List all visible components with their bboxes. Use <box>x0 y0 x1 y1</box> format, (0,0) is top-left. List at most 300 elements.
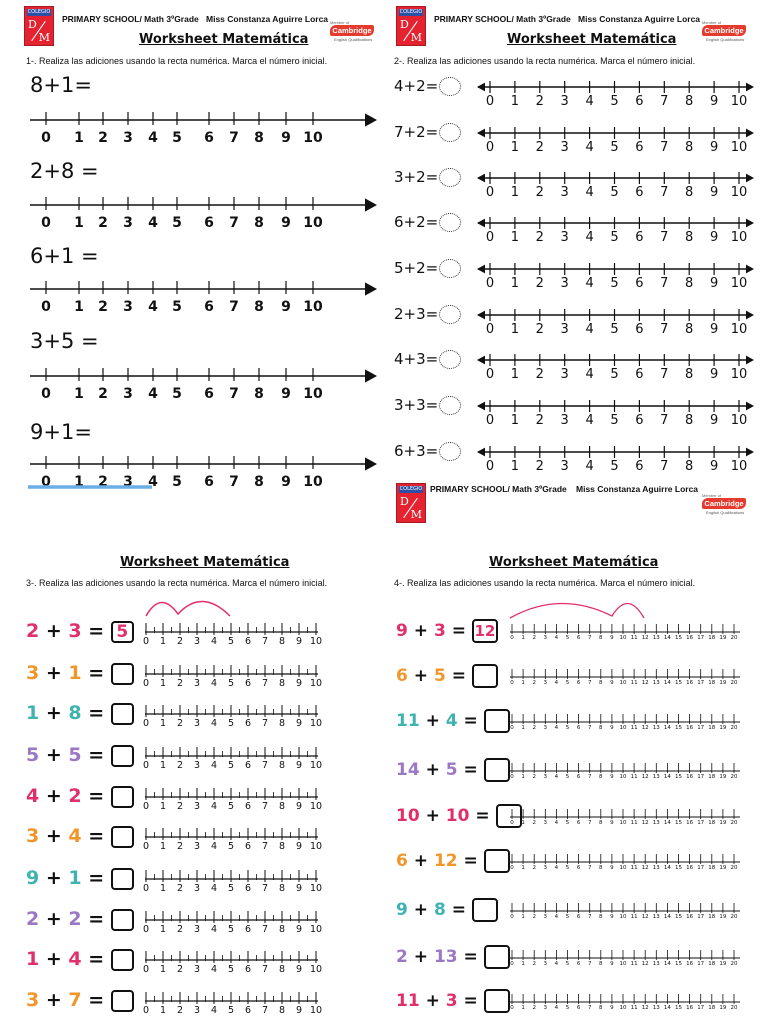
tick-label: 1 <box>74 474 84 490</box>
tick-label: 7 <box>587 914 592 920</box>
tick-label: 4 <box>148 215 158 231</box>
tick-label: 6 <box>635 459 644 474</box>
tick-label: 5 <box>610 413 619 428</box>
tick-label: 5 <box>172 386 182 402</box>
tick-label: 9 <box>610 1005 614 1011</box>
equals-sign: = <box>81 620 111 642</box>
plus-sign: + <box>407 621 434 641</box>
tick-label: 2 <box>535 322 544 337</box>
tick-label: 4 <box>554 1005 559 1011</box>
tick-label: 8 <box>278 1005 286 1016</box>
tick-label: 7 <box>587 820 592 826</box>
tick-label: 8 <box>599 961 603 967</box>
tick-label: 0 <box>510 680 514 686</box>
equals-sign: = <box>81 785 111 807</box>
tick-label: 12 <box>641 774 649 780</box>
answer-box[interactable]: 12 <box>472 619 498 643</box>
arrow-right-icon <box>365 113 377 126</box>
tick-label: 9 <box>295 1005 303 1016</box>
tick-label: 1 <box>74 215 84 231</box>
tick-label: 0 <box>485 140 495 155</box>
tick-label: 15 <box>675 1005 682 1011</box>
tick-label: 4 <box>554 725 559 731</box>
addend-b: 8 <box>68 702 82 724</box>
tick-label: 2 <box>98 130 108 146</box>
tick-label: 10 <box>730 413 748 428</box>
equals-sign: = <box>445 900 472 920</box>
tick-label: 3 <box>560 140 569 155</box>
tick-label: 10 <box>730 185 748 200</box>
tick-label: 13 <box>652 774 660 780</box>
tick-label: 2 <box>98 299 108 315</box>
tick-label: 6 <box>576 635 581 641</box>
equals-sign: = <box>445 666 472 686</box>
tick-label: 9 <box>610 774 614 780</box>
tick-label: 5 <box>565 725 570 731</box>
tick-label: 9 <box>281 215 291 231</box>
tick-label: 6 <box>244 801 252 812</box>
tick-label: 3 <box>560 276 569 291</box>
plus-sign: + <box>39 744 69 766</box>
addend-a: 1 <box>26 948 40 970</box>
tick-label: 10 <box>309 801 323 812</box>
plus-sign: + <box>39 702 69 724</box>
arrow-left-icon <box>477 402 485 411</box>
tick-label: 6 <box>576 725 581 731</box>
tick-label: 6 <box>635 230 644 245</box>
tick-label: 3 <box>193 636 201 647</box>
tick-label: 4 <box>585 276 594 291</box>
tick-label: 3 <box>543 635 548 641</box>
tick-label: 20 <box>730 914 738 920</box>
tick-label: 10 <box>309 760 323 771</box>
tick-label: 10 <box>730 276 748 291</box>
tick-label: 0 <box>142 636 150 647</box>
tick-label: 1 <box>74 386 84 402</box>
tick-label: 11 <box>630 1005 638 1011</box>
tick-label: 2 <box>176 718 184 729</box>
tick-label: 11 <box>630 680 638 686</box>
tick-label: 10 <box>309 1005 323 1016</box>
tick-label: 3 <box>560 367 569 382</box>
tick-label: 19 <box>719 914 727 920</box>
tick-label: 4 <box>554 820 559 826</box>
tick-label: 15 <box>675 820 682 826</box>
tick-label: 10 <box>303 299 323 315</box>
worksheet-title: Worksheet Matemática <box>507 32 677 47</box>
tick-label: 3 <box>193 1005 201 1016</box>
tick-label: 20 <box>730 725 738 731</box>
tick-label: 8 <box>685 276 694 291</box>
addend-a: 2 <box>26 620 40 642</box>
tick-label: 13 <box>652 914 660 920</box>
tick-label: 8 <box>599 1005 603 1011</box>
tick-label: 7 <box>261 841 269 852</box>
tick-label: 7 <box>660 140 669 155</box>
arrow-left-icon <box>477 129 485 138</box>
tick-label: 4 <box>210 1005 218 1016</box>
tick-label: 2 <box>176 841 184 852</box>
tick-label: 15 <box>675 865 682 871</box>
tick-label: 14 <box>663 820 671 826</box>
tick-label: 7 <box>660 413 669 428</box>
tick-label: 10 <box>309 883 323 894</box>
tick-label: 6 <box>635 413 644 428</box>
tick-label: 2 <box>176 801 184 812</box>
tick-label: 2 <box>535 413 544 428</box>
tick-label: 5 <box>565 914 570 920</box>
tick-label: 7 <box>261 678 269 689</box>
tick-label: 3 <box>123 386 133 402</box>
tick-label: 10 <box>619 961 627 967</box>
tick-label: 6 <box>576 680 581 686</box>
tick-label: 8 <box>278 678 286 689</box>
tick-label: 3 <box>193 678 201 689</box>
tick-label: 2 <box>176 1005 184 1016</box>
tick-label: 9 <box>295 718 303 729</box>
tick-label: 1 <box>510 140 520 155</box>
addend-a: 6 <box>396 666 408 686</box>
tick-label: 0 <box>142 964 150 975</box>
tick-label: 8 <box>278 636 286 647</box>
equals-sign: = <box>81 989 111 1011</box>
tick-label: 2 <box>98 215 108 231</box>
tick-label: 0 <box>485 322 495 337</box>
tick-label: 11 <box>630 774 638 780</box>
tick-label: 10 <box>730 94 748 109</box>
equals-sign: = <box>457 851 484 871</box>
tick-label: 15 <box>675 635 682 641</box>
tick-label: 9 <box>281 130 291 146</box>
arrow-right-icon <box>746 83 754 92</box>
tick-label: 0 <box>485 185 495 200</box>
tick-label: 2 <box>176 678 184 689</box>
tick-label: 2 <box>98 474 108 490</box>
tick-label: 8 <box>278 760 286 771</box>
tick-label: 7 <box>660 276 669 291</box>
tick-label: 5 <box>565 680 570 686</box>
tick-label: 1 <box>521 914 525 920</box>
equals-sign: = <box>457 991 484 1011</box>
tick-label: 20 <box>730 865 738 871</box>
tick-label: 17 <box>697 961 705 967</box>
tick-label: 2 <box>176 924 184 935</box>
tick-label: 5 <box>610 322 619 337</box>
tick-label: 7 <box>261 964 269 975</box>
addend-b: 10 <box>445 806 470 826</box>
tick-label: 2 <box>532 774 536 780</box>
tick-label: 2 <box>176 883 184 894</box>
tick-label: 6 <box>576 914 581 920</box>
tick-label: 1 <box>159 636 167 647</box>
arrow-left-icon <box>477 311 485 320</box>
tick-label: 4 <box>210 964 218 975</box>
tick-label: 18 <box>708 820 716 826</box>
tick-label: 1 <box>159 883 167 894</box>
tick-label: 15 <box>675 961 682 967</box>
tick-label: 7 <box>261 760 269 771</box>
tick-label: 8 <box>685 230 694 245</box>
tick-label: 10 <box>303 215 323 231</box>
equals-sign: = <box>457 947 484 967</box>
tick-label: 5 <box>227 760 235 771</box>
tick-label: 1 <box>159 841 167 852</box>
arrow-right-icon <box>365 369 377 382</box>
addend-a: 2 <box>26 908 40 930</box>
jump-arc <box>146 601 230 616</box>
school-name: PRIMARY SCHOOL/ Math 3ºGrade <box>430 484 567 494</box>
tick-label: 19 <box>719 725 727 731</box>
tick-label: 3 <box>193 718 201 729</box>
tick-label: 9 <box>610 725 614 731</box>
arrow-left-icon <box>477 448 485 457</box>
tick-label: 0 <box>510 914 514 920</box>
addend-a: 3 <box>26 662 40 684</box>
tick-label: 0 <box>41 474 51 490</box>
equation-text: 3+3= <box>394 396 439 414</box>
addend-a: 9 <box>396 621 408 641</box>
tick-label: 4 <box>585 94 594 109</box>
tick-label: 8 <box>685 459 694 474</box>
instruction-3: 3-. Realiza las adiciones usando la recta numérica. Marca el número inicial. <box>26 578 328 588</box>
tick-label: 17 <box>697 725 705 731</box>
answer-box[interactable]: 5 <box>111 621 134 643</box>
tick-label: 0 <box>485 94 495 109</box>
equation-4: 3+5 = <box>30 329 99 353</box>
addend-a: 11 <box>396 991 420 1011</box>
arrow-right-icon <box>746 311 754 320</box>
tick-label: 3 <box>543 865 548 871</box>
tick-label: 5 <box>565 1005 570 1011</box>
tick-label: 1 <box>510 230 520 245</box>
addend-a: 9 <box>396 900 408 920</box>
tick-label: 0 <box>510 635 514 641</box>
addend-b: 4 <box>68 825 82 847</box>
tick-label: 6 <box>244 636 252 647</box>
addend-a: 2 <box>396 947 408 967</box>
tick-label: 0 <box>142 801 150 812</box>
tick-label: 8 <box>254 386 264 402</box>
tick-label: 4 <box>210 883 218 894</box>
tick-label: 11 <box>630 914 638 920</box>
plus-sign: + <box>407 851 434 871</box>
tick-label: 1 <box>159 801 167 812</box>
tick-label: 1 <box>510 367 520 382</box>
tick-label: 0 <box>41 215 51 231</box>
addend-b: 3 <box>68 620 82 642</box>
tick-label: 6 <box>635 276 644 291</box>
tick-label: 10 <box>730 140 748 155</box>
tick-label: 8 <box>278 964 286 975</box>
tick-label: 2 <box>535 276 544 291</box>
tick-label: 7 <box>261 801 269 812</box>
addend-b: 5 <box>433 666 446 686</box>
tick-label: 3 <box>543 820 548 826</box>
tick-label: 2 <box>176 636 184 647</box>
tick-label: 3 <box>543 961 548 967</box>
tick-label: 14 <box>663 865 671 871</box>
tick-label: 8 <box>685 140 694 155</box>
tick-label: 4 <box>585 185 594 200</box>
tick-label: 6 <box>576 865 581 871</box>
tick-label: 7 <box>660 322 669 337</box>
tick-label: 0 <box>510 865 514 871</box>
tick-label: 13 <box>652 680 660 686</box>
tick-label: 12 <box>641 1005 649 1011</box>
tick-label: 3 <box>123 130 133 146</box>
tick-label: 18 <box>708 961 716 967</box>
plus-sign: + <box>39 825 69 847</box>
school-logo-icon: COLEGIO D M <box>396 6 426 46</box>
tick-label: 18 <box>708 865 716 871</box>
tick-label: 19 <box>719 680 727 686</box>
tick-label: 12 <box>641 635 649 641</box>
tick-label: 19 <box>719 774 727 780</box>
equation-2: 2+8 = <box>30 159 99 183</box>
tick-label: 7 <box>660 459 669 474</box>
tick-label: 6 <box>576 820 581 826</box>
tick-label: 10 <box>730 322 748 337</box>
tick-label: 0 <box>510 774 514 780</box>
tick-label: 19 <box>719 865 727 871</box>
tick-label: 9 <box>281 299 291 315</box>
tick-label: 11 <box>630 635 638 641</box>
tick-label: 5 <box>610 185 619 200</box>
tick-label: 4 <box>585 459 594 474</box>
tick-label: 9 <box>709 185 719 200</box>
tick-label: 8 <box>254 474 264 490</box>
teacher-name: Miss Constanza Aguirre Lorca <box>578 14 701 24</box>
tick-label: 17 <box>697 820 705 826</box>
tick-label: 10 <box>309 964 323 975</box>
addend-b: 1 <box>68 662 82 684</box>
tick-label: 4 <box>210 718 218 729</box>
tick-label: 9 <box>610 914 614 920</box>
cambridge-logo-icon: Member of Cambridge English Qualifications <box>330 20 373 42</box>
tick-label: 6 <box>244 841 252 852</box>
tick-label: 9 <box>709 322 719 337</box>
tick-label: 1 <box>510 413 520 428</box>
tick-label: 7 <box>229 215 239 231</box>
tick-label: 4 <box>148 130 158 146</box>
plus-sign: + <box>419 760 446 780</box>
tick-label: 5 <box>227 801 235 812</box>
tick-label: 7 <box>229 299 239 315</box>
arrow-right-icon <box>746 174 754 183</box>
tick-label: 18 <box>708 680 716 686</box>
tick-label: 5 <box>227 883 235 894</box>
addend-a: 11 <box>396 711 420 731</box>
tick-label: 9 <box>295 924 303 935</box>
addend-a: 10 <box>396 806 420 826</box>
tick-label: 3 <box>560 230 569 245</box>
tick-label: 16 <box>686 725 694 731</box>
tick-label: 1 <box>510 94 520 109</box>
tick-label: 10 <box>303 474 323 490</box>
tick-label: 9 <box>610 865 614 871</box>
tick-label: 9 <box>709 276 719 291</box>
tick-label: 12 <box>641 680 649 686</box>
tick-label: 1 <box>159 924 167 935</box>
addend-a: 1 <box>26 702 40 724</box>
tick-label: 0 <box>142 760 150 771</box>
equation-text: 3+2= <box>394 168 439 186</box>
tick-label: 5 <box>565 961 570 967</box>
tick-label: 4 <box>210 801 218 812</box>
tick-label: 2 <box>532 961 536 967</box>
arrow-left-icon <box>477 219 485 228</box>
tick-label: 10 <box>619 725 627 731</box>
tick-label: 10 <box>619 865 627 871</box>
tick-label: 0 <box>485 276 495 291</box>
addend-b: 3 <box>445 991 458 1011</box>
tick-label: 17 <box>697 635 705 641</box>
tick-label: 1 <box>510 322 520 337</box>
tick-label: 6 <box>244 883 252 894</box>
tick-label: 8 <box>599 820 603 826</box>
tick-label: 13 <box>652 820 660 826</box>
tick-label: 4 <box>210 678 218 689</box>
tick-label: 3 <box>543 774 548 780</box>
tick-label: 10 <box>619 820 627 826</box>
tick-label: 9 <box>709 459 719 474</box>
tick-label: 5 <box>610 140 619 155</box>
tick-label: 0 <box>41 386 51 402</box>
tick-label: 4 <box>554 680 559 686</box>
equals-sign: = <box>445 621 472 641</box>
addend-b: 8 <box>433 900 446 920</box>
tick-label: 5 <box>565 820 570 826</box>
tick-label: 4 <box>585 413 594 428</box>
arrow-right-icon <box>746 356 754 365</box>
tick-label: 11 <box>630 725 638 731</box>
worksheet-title: Worksheet Matemática <box>120 555 290 570</box>
tick-label: 15 <box>675 725 682 731</box>
teacher-name: Miss Constanza Aguirre Lorca <box>206 14 329 24</box>
tick-label: 5 <box>227 718 235 729</box>
tick-label: 2 <box>532 635 536 641</box>
tick-label: 9 <box>709 94 719 109</box>
tick-label: 10 <box>619 774 627 780</box>
addend-b: 12 <box>433 851 458 871</box>
tick-label: 10 <box>730 459 748 474</box>
tick-label: 18 <box>708 774 716 780</box>
tick-label: 12 <box>641 820 649 826</box>
tick-label: 18 <box>708 914 716 920</box>
tick-label: 4 <box>585 230 594 245</box>
tick-label: 5 <box>172 299 182 315</box>
tick-label: 9 <box>610 635 614 641</box>
tick-label: 10 <box>619 914 627 920</box>
tick-label: 5 <box>172 130 182 146</box>
tick-label: 4 <box>554 914 559 920</box>
tick-label: 1 <box>521 725 525 731</box>
tick-label: 0 <box>510 1005 514 1011</box>
tick-label: 20 <box>730 680 738 686</box>
tick-label: 6 <box>244 718 252 729</box>
tick-label: 0 <box>41 130 51 146</box>
tick-label: 2 <box>176 964 184 975</box>
tick-label: 8 <box>685 322 694 337</box>
teacher-name: Miss Constanza Aguirre Lorca <box>576 484 699 494</box>
school-logo-icon: COLEGIO D M <box>396 483 426 523</box>
tick-label: 5 <box>172 215 182 231</box>
tick-label: 15 <box>675 680 682 686</box>
tick-label: 4 <box>210 760 218 771</box>
tick-label: 5 <box>610 94 619 109</box>
tick-label: 4 <box>210 636 218 647</box>
tick-label: 16 <box>686 774 694 780</box>
